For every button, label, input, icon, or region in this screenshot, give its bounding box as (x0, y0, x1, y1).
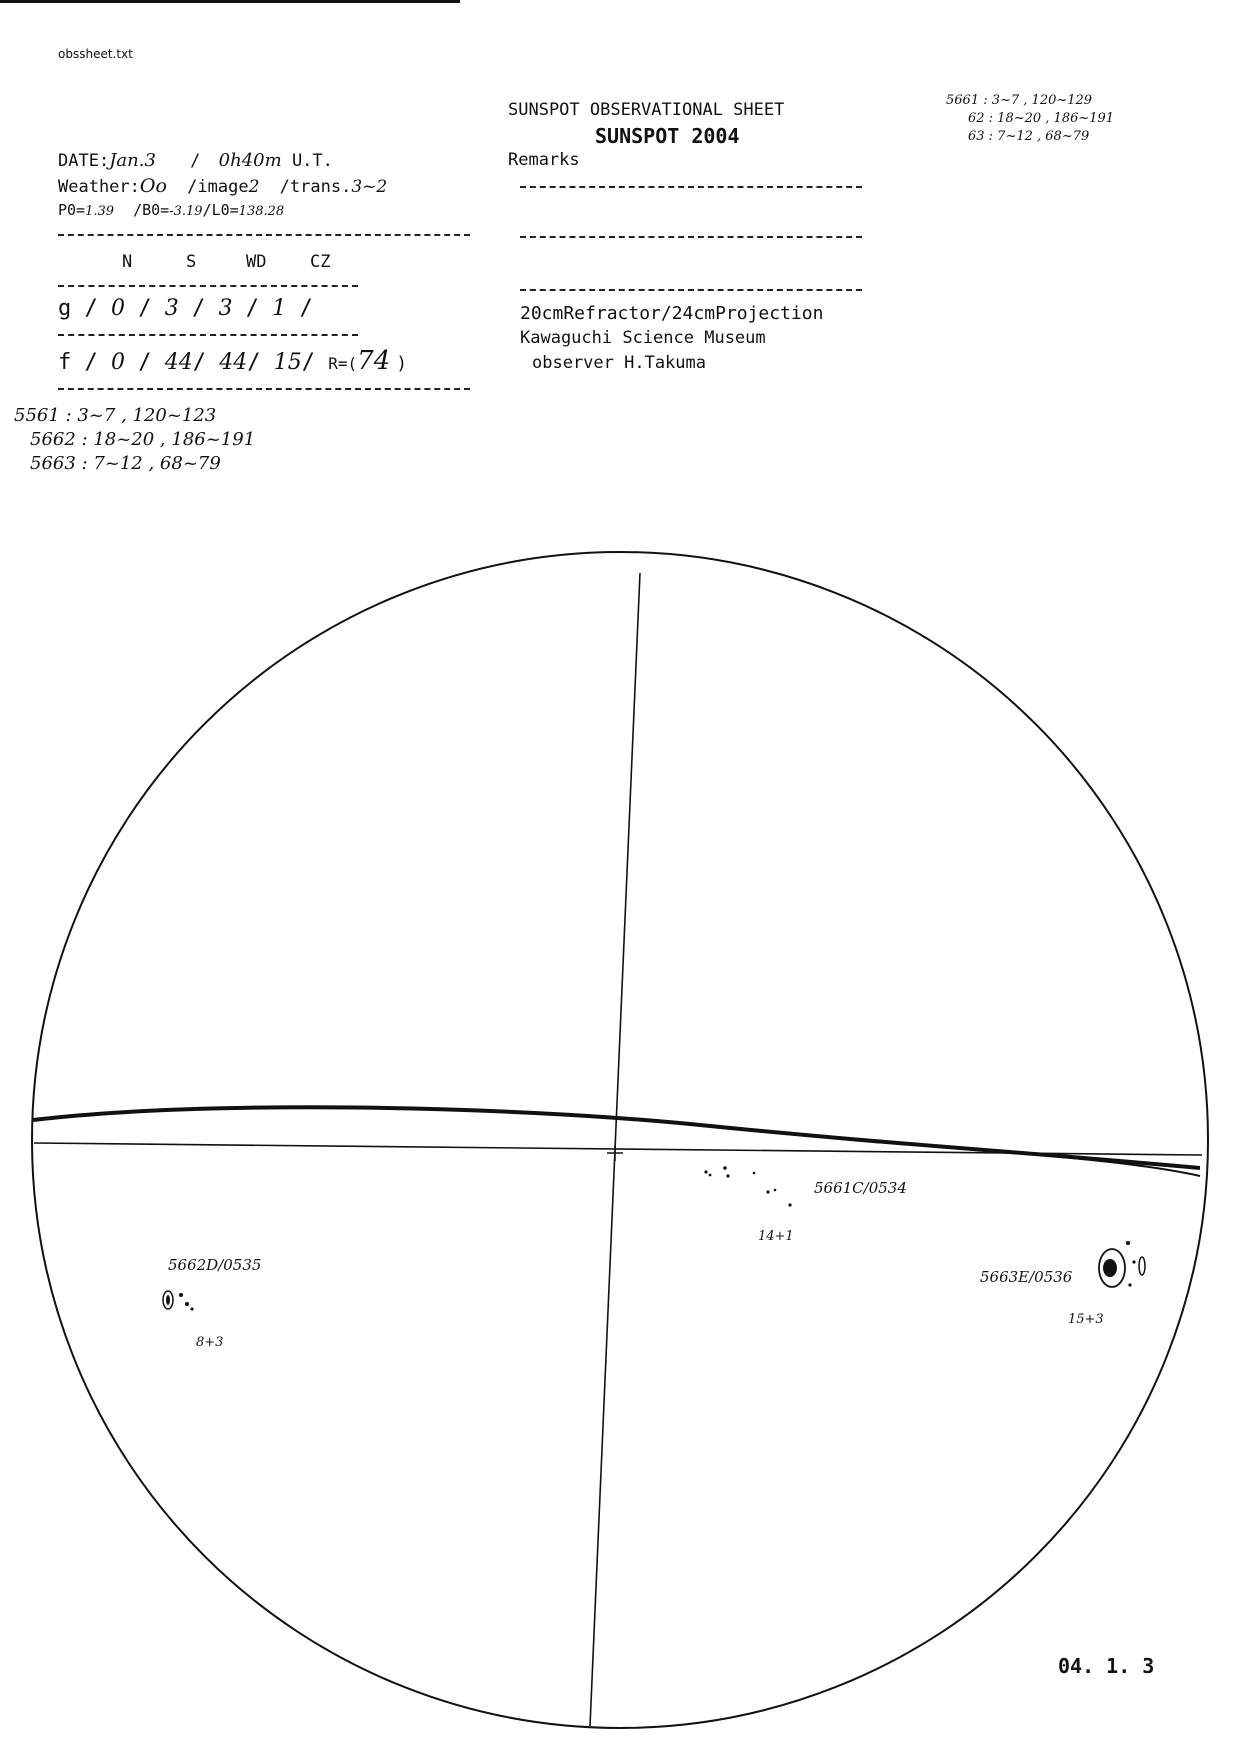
center-cross (607, 1145, 623, 1161)
g-cz-value: 1 (272, 296, 287, 321)
spot-group-count: 8+3 (196, 1335, 224, 1350)
header-cz: CZ (310, 252, 331, 272)
spot-group-count: 15+3 (1068, 1312, 1104, 1327)
weather-value: Oo (139, 175, 167, 197)
b0-label: /B0= (133, 201, 170, 219)
solar-disk-outline (32, 552, 1208, 1728)
telescope-text: 20cmRefractor/24cmProjection (520, 303, 824, 324)
g-row: g / 0 / 3 / 3 / 1 / (58, 296, 313, 321)
spot-group-5662d (163, 1291, 194, 1311)
header-n: N (122, 252, 133, 272)
header-wd: WD (246, 252, 267, 272)
r-value: 74 (357, 346, 391, 376)
spot-group-5661c (704, 1166, 791, 1206)
f-row: f / 0 / 44/ 44/ 15/ R=(74 ) (58, 346, 408, 376)
f-n-value: 0 (111, 350, 125, 375)
g-n-value: 0 (111, 296, 125, 321)
observer-text: observer H.Takuma (532, 353, 706, 373)
g-s-value: 3 (164, 296, 179, 321)
r-close: ) (396, 353, 408, 374)
site-text: Kawaguchi Science Museum (520, 328, 766, 348)
header-s: S (186, 252, 197, 272)
footer-date: 04. 1. 3 (1058, 1654, 1155, 1678)
date-label: DATE: (58, 151, 110, 171)
spot-group-label: 5662D/0535 (168, 1256, 262, 1274)
trans-value: 3~2 (351, 177, 388, 197)
utc-label: U.T. (291, 151, 333, 171)
p0-label: P0= (58, 201, 86, 219)
f-label: f (58, 350, 72, 375)
f-cz-value: 15 (273, 350, 302, 375)
region-note: 5661 : 3~7 , 120~129 (946, 93, 1093, 108)
weather-label: Weather: (58, 177, 140, 197)
r-label: R=( (328, 354, 358, 373)
l0-label: /L0= (202, 201, 239, 219)
b0-value: -3.19 (169, 204, 203, 219)
file-label: obssheet.txt (58, 47, 133, 61)
date-value: Jan.3 (109, 150, 156, 171)
spot-group-count: 14+1 (758, 1229, 794, 1244)
region-note: 62 : 18~20 , 186~191 (968, 111, 1115, 126)
spot-group-label: 5661C/0534 (814, 1179, 907, 1197)
region-note: 5561 : 3~7 , 120~123 (14, 405, 217, 426)
image-label: /image (187, 177, 249, 197)
sheet-title: SUNSPOT OBSERVATIONAL SHEET (508, 100, 785, 120)
region-note: 5662 : 18~20 , 186~191 (30, 429, 256, 450)
l0-value: 138.28 (238, 204, 285, 219)
date-line: DATE:Jan.3 / 0h40m U.T. (58, 150, 333, 171)
remarks-label: Remarks (508, 150, 580, 170)
solar-equator-curve (33, 1107, 1200, 1168)
image-value: 2 (248, 177, 260, 197)
trans-label: /trans. (279, 177, 352, 197)
g-wd-value: 3 (218, 296, 233, 321)
p0-value: 1.39 (85, 204, 115, 219)
spot-group-label: 5663E/0536 (980, 1268, 1073, 1286)
spot-group-5663e (1099, 1241, 1145, 1287)
region-note: 63 : 7~12 , 68~79 (968, 129, 1090, 144)
region-note: 5663 : 7~12 , 68~79 (30, 453, 221, 474)
sheet-subtitle: SUNSPOT 2004 (595, 124, 740, 148)
time-value: 0h40m (218, 150, 282, 171)
f-s-value: 44 (164, 350, 193, 375)
f-wd-value: 44 (219, 350, 248, 375)
g-label: g (58, 296, 72, 321)
